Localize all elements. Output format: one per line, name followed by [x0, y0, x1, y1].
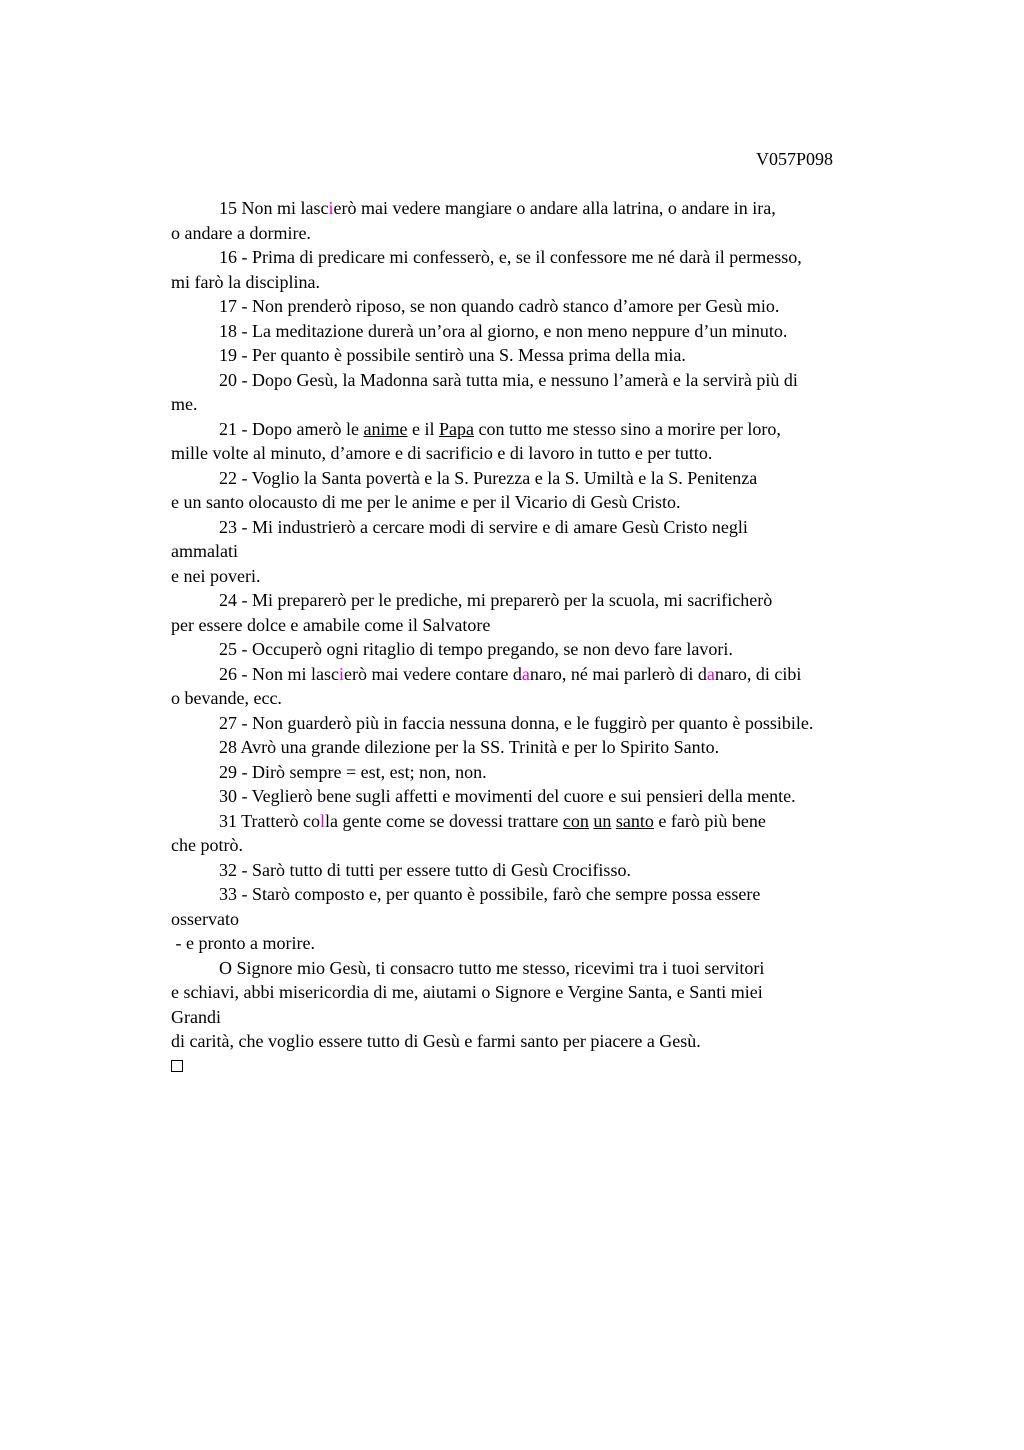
prayer-cont-3: di carità, che voglio essere tutto di Gesù e farmi santo per piacere a Gesù. [171, 1031, 701, 1051]
prayer-cont: e schiavi, abbi misericordia di me, aiutami o Signore e Vergine Santa, e Santi miei [171, 982, 763, 1002]
rule-29: 29 - Dirò sempre = est, est; non, non. [219, 761, 487, 782]
rule-25: 25 - Occuperò ogni ritaglio di tempo pregando, se non devo fare lavori. [219, 639, 733, 659]
empty-square-icon [171, 1060, 183, 1072]
page-id: V057P098 [756, 149, 834, 169]
highlighted-char: i [328, 198, 334, 218]
highlighted-char: i [338, 663, 344, 684]
rule-15-cont: o andare a dormire. [171, 222, 311, 243]
underlined-word: un [593, 810, 612, 831]
rule-32: 32 - Sarò tutto di tutti per essere tutto di Gesù Crocifisso. [219, 859, 631, 880]
underlined-word: anime [363, 418, 408, 439]
highlighted-char: l [320, 810, 326, 831]
underlined-word: Papa [438, 418, 474, 439]
document-body [171, 196, 931, 1072]
prayer: O Signore mio Gesù, ti consacro tutto me stesso, ricevimi tra i tuoi servitori [219, 957, 765, 978]
rule-33-cont: osservato [171, 908, 239, 929]
rule-23-cont-2: e nei poveri. [171, 565, 261, 586]
rule-16-cont: mi farò la disciplina. [171, 271, 320, 292]
rule-26-cont: o bevande, ecc. [171, 688, 282, 708]
prayer-cont-2: Grandi [171, 1006, 221, 1027]
highlighted-char: a [706, 663, 715, 684]
rule-22: 22 - Voglio la Santa povertà e la S. Purezza e la S. Umiltà e la S. Penitenza [219, 467, 758, 488]
rule-21: 21 - Dopo amerò le anime e il Papa con tutto me stesso sino a morire per loro, [219, 418, 781, 439]
rule-18: 18 - La meditazione durerà un’ora al giorno, e non meno neppure d’un minuto. [219, 320, 788, 341]
rule-28: 28 Avrò una grande dilezione per la SS. Trinità e per lo Spirito Santo. [219, 737, 720, 757]
rule-21-cont: mille volte al minuto, d’amore e di sacrificio e di lavoro in tutto e per tutto. [171, 443, 713, 463]
rule-15: 15 Non mi lascierò mai vedere mangiare o andare alla latrina, o andare in ira, [219, 198, 776, 218]
rule-23: 23 - Mi industrierò a cercare modi di servire e di amare Gesù Cristo negli [219, 516, 748, 537]
rule-30: 30 - Veglierò bene sugli affetti e movimenti del cuore e sui pensieri della mente. [219, 786, 796, 806]
rule-23-cont: ammalati [171, 541, 238, 561]
rule-20-cont: me. [171, 394, 198, 414]
rule-17: 17 - Non prenderò riposo, se non quando cadrò stanco d’amore per Gesù mio. [219, 296, 780, 316]
highlighted-char: a [521, 663, 530, 684]
rule-24: 24 - Mi preparerò per le prediche, mi preparerò per la scuola, mi sacrificherò [219, 590, 773, 610]
rule-27: 27 - Non guarderò più in faccia nessuna donna, e le fuggirò per quanto è possibile. [219, 712, 814, 733]
underlined-word: santo [615, 810, 654, 831]
underlined-word: con [562, 810, 589, 831]
rule-16: 16 - Prima di predicare mi confesserò, e, se il confessore me né darà il permesso, [219, 247, 802, 267]
rule-22-cont: e un santo olocausto di me per le anime e per il Vicario di Gesù Cristo. [171, 492, 681, 512]
rule-26: 26 - Non mi lascierò mai vedere contare danaro, né mai parlerò di danaro, di cibi [219, 663, 802, 684]
rule-33: 33 - Starò composto e, per quanto è possibile, farò che sempre possa essere [219, 884, 761, 904]
rule-24-cont: per essere dolce e amabile come il Salvatore [171, 614, 491, 635]
rule-33-cont-2: - e pronto a morire. [171, 933, 315, 953]
rule-19: 19 - Per quanto è possibile sentirò una S. Messa prima della mia. [219, 345, 686, 365]
rule-31: 31 Tratterò colla gente come se dovessi trattare con un santo e farò più bene [219, 810, 766, 831]
rule-31-cont: che potrò. [171, 835, 243, 855]
rule-20: 20 - Dopo Gesù, la Madonna sarà tutta mia, e nessuno l’amerà e la servirà più di [219, 369, 798, 390]
